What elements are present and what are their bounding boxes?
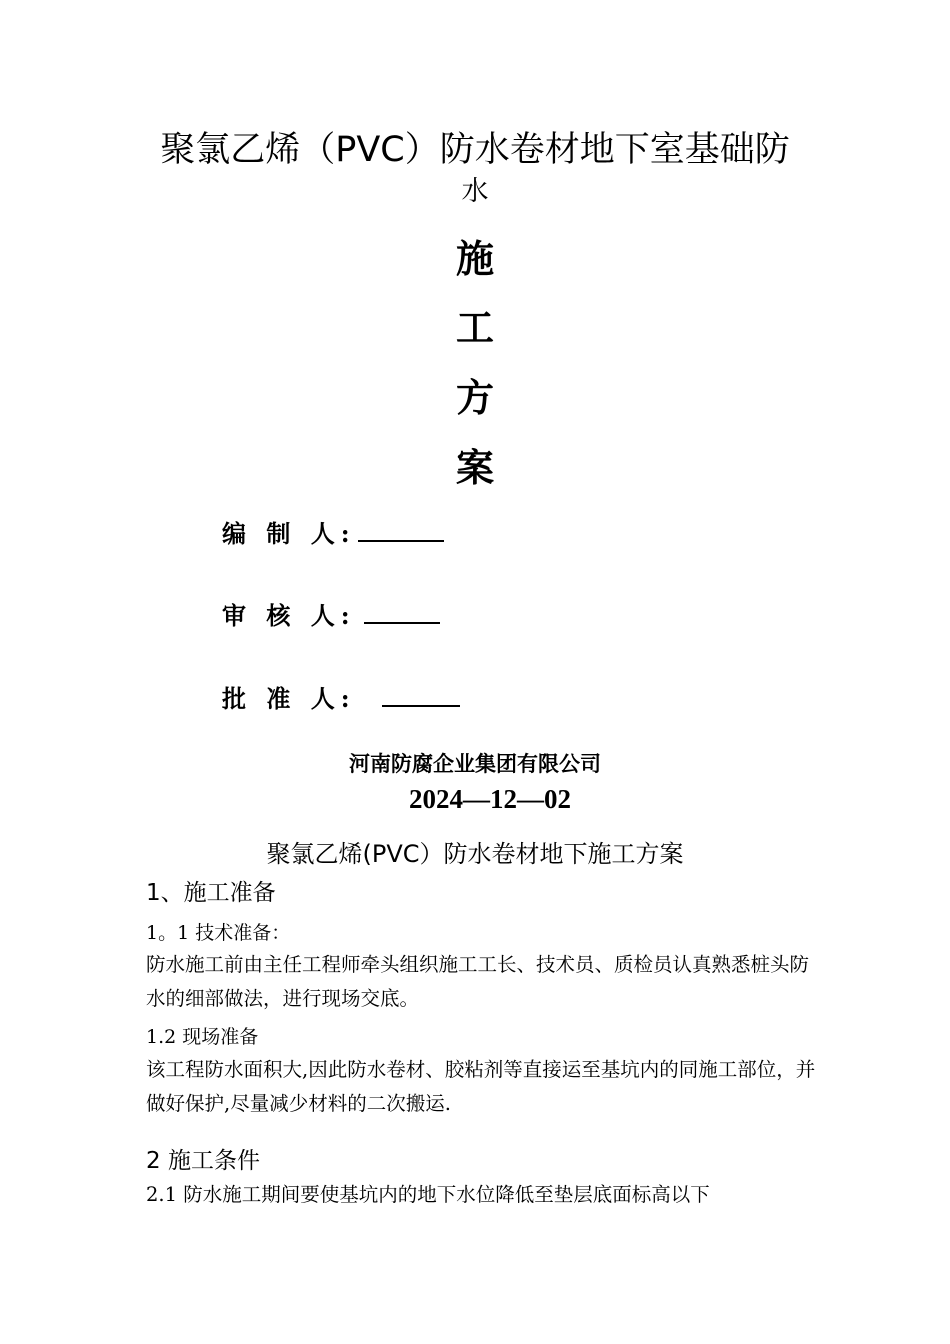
signature-row-compiler: [222, 514, 444, 549]
cover-title-line2: 水: [461, 176, 489, 207]
vertical-title-char-2: 工: [455, 305, 494, 350]
section-2-heading: 2 施工条件: [146, 1148, 260, 1174]
vertical-title-char-3: 方: [455, 375, 494, 420]
signature-row-reviewer: [222, 596, 440, 631]
vertical-title-char-1: 施: [455, 236, 494, 281]
subsection-1-1-heading: 1。1 技术准备：: [146, 922, 291, 944]
cover-title-line1: 聚氯乙烯（PVC）防水卷材地下室基础防: [160, 130, 790, 170]
reviewer-blank-line: [364, 604, 440, 624]
subsection-1-2-text: 该工程防水面积大,因此防水卷材、胶粘剂等直接运至基坑内的同施工部位，并做好保护,尽量减少材料的二次搬运.: [146, 1058, 816, 1115]
subsection-2-1-text: 2.1 防水施工期间要使基坑内的地下水位降低至垫层底面标高以下: [146, 1183, 710, 1206]
subsection-1-1-text: 防水施工前由主任工程师牵头组织施工工长、技术员、质检员认真熟悉桩头防水的细部做法，进行现场交底。: [146, 953, 810, 1010]
section-1-heading: 1、施工准备: [146, 880, 276, 906]
company-name: 河南防腐企业集团有限公司: [349, 751, 601, 776]
cover-title: [110, 126, 840, 210]
approver-blank-line: [382, 687, 460, 707]
document-title: 聚氯乙烯(PVC）防水卷材地下施工方案: [266, 840, 684, 868]
cover-date: 2024—12—02: [409, 784, 571, 814]
signature-row-approver: [222, 679, 460, 714]
compiler-label: 编 制 人:: [222, 519, 356, 548]
subsection-1-2-heading: 1.2 现场准备: [146, 1026, 259, 1048]
reviewer-label: 审 核 人:: [222, 601, 356, 630]
compiler-blank-line: [358, 522, 444, 542]
approver-label: 批 准 人:: [222, 684, 356, 713]
vertical-title-char-4: 案: [455, 445, 494, 490]
